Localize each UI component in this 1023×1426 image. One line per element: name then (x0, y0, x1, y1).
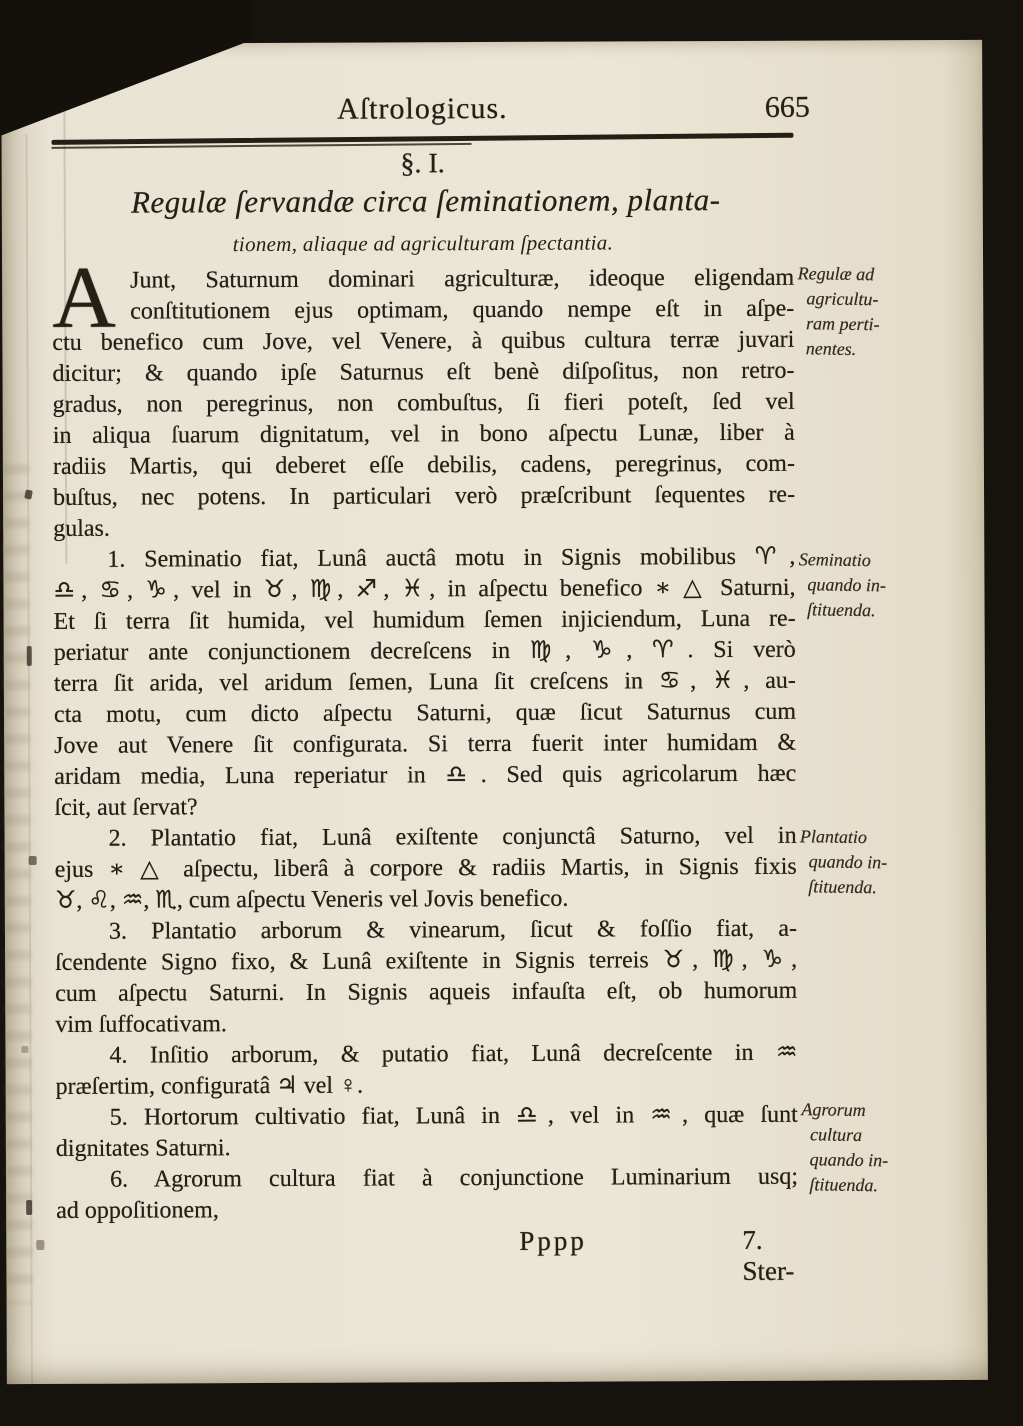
text-line: 6. Agrorum cultura fiat à conjunctione Luminarium usq; (109, 1163, 799, 1193)
margin-note (800, 1097, 971, 1199)
text-line: ſcit, aut ſervat? (54, 794, 198, 821)
ink-blot (26, 1200, 32, 1215)
margin-note-line: Agrorum (801, 1099, 866, 1121)
margin-note-line: quando in- (809, 1149, 889, 1171)
text-line: ſcendente Signo fixo, & Lunâ exiſtente in Signis terreis ♉, ♍, ♑, (55, 946, 798, 976)
text-line: 2. Plantatio fiat, Lunâ exiſtente conjunctâ Saturno, vel in (108, 822, 797, 852)
margin-note-line: ſtituenda. (807, 599, 876, 621)
margin-note-line: Plantatio (799, 826, 868, 848)
text-line: cta motu, cum dicto aſpectu Saturni, quæ ſicut Saturnus cum (53, 698, 797, 728)
book-page (1, 40, 988, 1384)
ink-blot (29, 856, 37, 865)
text-line: 4. Inſitio arborum, & putatio fiat, Lunâ decreſcente in ♒ (109, 1039, 798, 1069)
margin-note-line: quando in- (808, 851, 888, 873)
margin-note-line: ſtituenda. (808, 876, 877, 898)
margin-note (797, 261, 968, 363)
text-line: 1. Seminatio fiat, Lunâ auctâ motu in Signis mobilibus ♈, (107, 543, 796, 573)
margin-note-line: agricultu- (806, 288, 879, 310)
text-line: ejus ∗ △ aſpectu, liberâ à corpore & radiis Martis, in Signis fixis (54, 853, 797, 883)
text-line: ♉, ♌, ♒, ♏, cum aſpectu Veneris vel Jovis benefico. (54, 885, 569, 914)
catchword: 7. Ster- (742, 1224, 795, 1286)
margin-note-line: ram perti- (805, 313, 880, 335)
margin-note (798, 547, 969, 624)
running-title: Aſtrologicus. (337, 91, 508, 126)
text-line: Junt, Saturnum dominari agriculturæ, ideoque eligendam (130, 264, 795, 294)
margin-note-line: quando in- (807, 574, 887, 596)
chapter-title-line-2: tionem, aliaque ad agriculturam ſpectantia. (232, 230, 614, 257)
text-line: in aliqua ſuarum dignitatum, vel in bono aſpectu Lunæ, liber à (52, 419, 795, 449)
text-line: cum aſpectu Saturni. In Signis aqueis infauſta eſt, ob humorum (55, 977, 798, 1007)
page-number: 665 (764, 90, 810, 124)
text-line: Jove aut Venere ſit configurata. Si terra fuerit inter humidam & (54, 729, 797, 759)
text-line: 3. Plantatio arborum & vinearum, ſicut & foſſio fiat, a- (108, 915, 798, 945)
ink-showthrough (3, 464, 33, 1304)
margin-note-line: nentes. (805, 338, 857, 359)
chapter-title-line-1: Regulæ ſervandæ circa ſeminationem, planta- (130, 182, 721, 220)
text-line: radiis Martis, qui deberet eſſe debilis, cadens, peregrinus, com- (52, 450, 795, 480)
margin-note-line: ſtituenda. (809, 1174, 879, 1196)
margin-note-line: cultura (809, 1124, 863, 1145)
header-rule (51, 133, 793, 145)
text-line: dignitates Saturni. (55, 1135, 231, 1162)
ink-blot (27, 646, 32, 666)
text-line: buſtus, nec potens. In particulari verò præſcribunt ſequentes re- (53, 481, 796, 511)
ink-blot (36, 1240, 44, 1250)
text-line: gradus, non peregrinus, non combuſtus, ſi fieri poteſt, ſed vel (52, 388, 795, 418)
text-line: ♎, ♋, ♑, vel in ♉, ♍, ♐, ♓, in aſpectu benefico ∗ △ Saturni, (53, 574, 796, 604)
signature-mark: Pppp (519, 1225, 587, 1256)
margin-note (799, 824, 970, 901)
text-line: 5. Hortorum cultivatio fiat, Lunâ in ♎, vel in ♒, quæ ſunt (109, 1101, 798, 1131)
body-text (51, 249, 799, 1227)
ink-blot (21, 1046, 28, 1053)
margin-note-line: Seminatio (798, 549, 871, 571)
ink-blot (24, 489, 33, 499)
text-line: ctu benefico cum Jove, vel Venere, à quibus cultura terræ juvari (52, 326, 795, 356)
text-line: dicitur; & quando ipſe Saturnus eſt benè diſpoſitus, non retro- (52, 357, 795, 387)
section-heading: §. I. (400, 148, 445, 180)
text-line: gulas. (53, 515, 110, 542)
text-line: aridam media, Luna reperiatur in ♎. Sed quis agricolarum hæc (54, 760, 797, 790)
text-line: vim ſuffocativam. (55, 1011, 227, 1038)
text-line: periatur ante conjunctionem decreſcens in ♍, ♑, ♈. Si verò (53, 636, 796, 666)
drop-cap: A (51, 249, 116, 347)
text-line: Et ſi terra ſit humida, vel humidum ſemen injiciendum, Luna re- (53, 605, 796, 635)
text-line: terra ſit arida, vel aridum ſemen, Luna ſit creſcens in ♋, ♓, au- (53, 667, 796, 697)
text-line: præſertim, configuratâ ♃ vel ♀. (55, 1072, 364, 1100)
margin-notes (796, 40, 971, 1196)
text-line: ad oppoſitionem, (56, 1197, 219, 1224)
text-line: conſtitutionem ejus optimam, quando nempe eſt in aſpe- (130, 295, 795, 325)
margin-note-line: Regulæ ad (797, 263, 875, 285)
